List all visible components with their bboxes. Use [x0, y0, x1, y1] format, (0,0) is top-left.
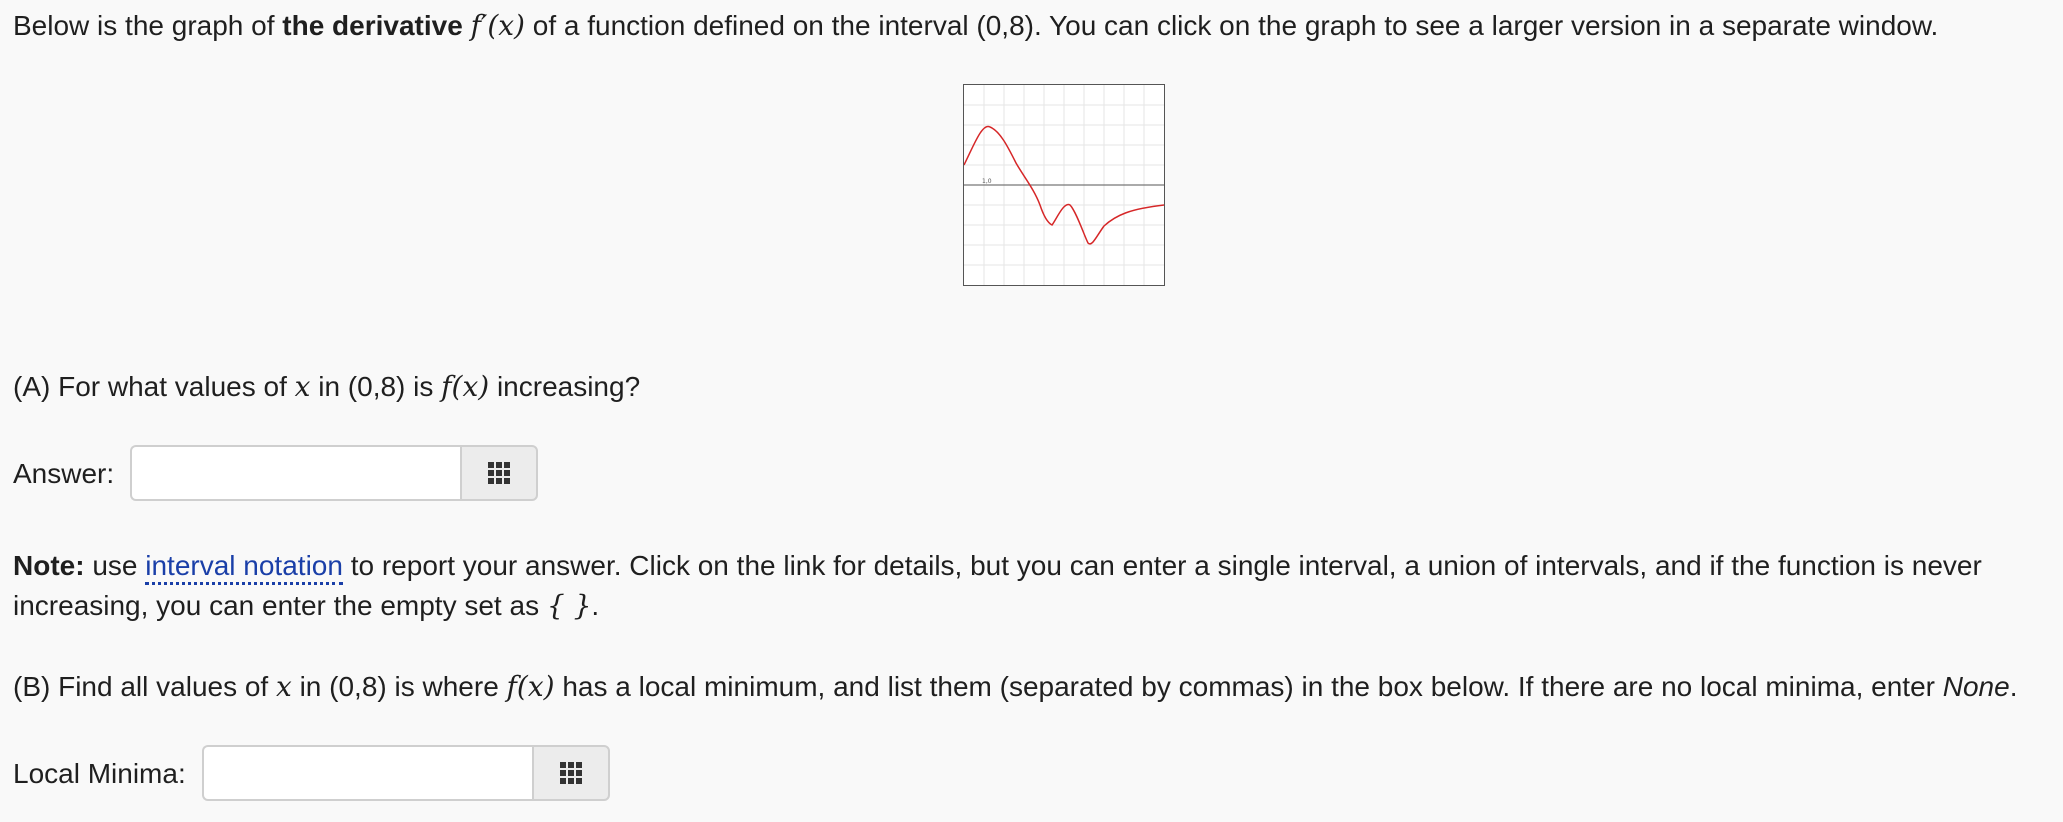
graph-svg	[964, 85, 1164, 285]
grid-icon	[559, 761, 583, 785]
question-a-mid: in (0,8) is	[310, 371, 442, 402]
question-b-none: None	[1942, 671, 2010, 702]
note-post-link: to report your answer. Click on the link for details, but you can enter a single interval, a union of intervals, and if the function is never increasing, you can enter the empty set as	[13, 550, 1982, 621]
question-b-fx: f(x)	[506, 670, 555, 703]
note-bold: Note:	[13, 550, 85, 581]
grid-icon	[487, 461, 511, 485]
answer-a-input[interactable]	[130, 445, 460, 501]
question-b-prefix: (B) Find all values of	[13, 671, 276, 702]
intro-after: of a function defined on the interval (0,8). You can click on the graph to see a larger version in a separate window.	[524, 10, 1939, 41]
intro-before: Below is the graph of	[13, 10, 283, 41]
question-b-mid: in (0,8) is where	[291, 671, 507, 702]
interval-notation-link[interactable]: interval notation	[145, 550, 343, 585]
question-a-suffix: increasing?	[489, 371, 641, 402]
intro-text	[13, 6, 1938, 45]
note-pre-link: use	[84, 550, 146, 581]
equation-editor-button-a[interactable]	[460, 445, 538, 501]
intro-bold: the derivative	[282, 10, 463, 41]
axis-tick-label: 1,0	[982, 178, 992, 185]
question-a-prefix: (A) For what values of	[13, 371, 295, 402]
question-b-end: .	[2009, 671, 2018, 702]
question-a-fx: f(x)	[441, 370, 490, 403]
note	[13, 546, 2043, 626]
note-end: .	[591, 590, 600, 621]
intro-paren-x: (x)	[487, 9, 525, 42]
answer-a-label: Answer:	[13, 458, 115, 490]
question-a	[13, 367, 640, 406]
question-b-var: x	[276, 670, 292, 703]
equation-editor-button-b[interactable]	[532, 745, 610, 801]
answer-a-group	[130, 445, 538, 503]
intro-fprime: f′	[470, 9, 488, 42]
question-a-var: x	[294, 370, 311, 403]
answer-b-group	[202, 745, 610, 803]
question-b	[13, 667, 2017, 706]
answer-b-label: Local Minima:	[13, 758, 186, 790]
empty-set: { }	[546, 589, 592, 622]
answer-a-row	[13, 445, 538, 503]
derivative-graph[interactable]	[963, 84, 1165, 286]
local-minima-input[interactable]	[202, 745, 532, 801]
question-b-after: has a local minimum, and list them (separated by commas) in the box below. If there are no local minima, enter	[554, 671, 1943, 702]
answer-b-row	[13, 745, 610, 803]
